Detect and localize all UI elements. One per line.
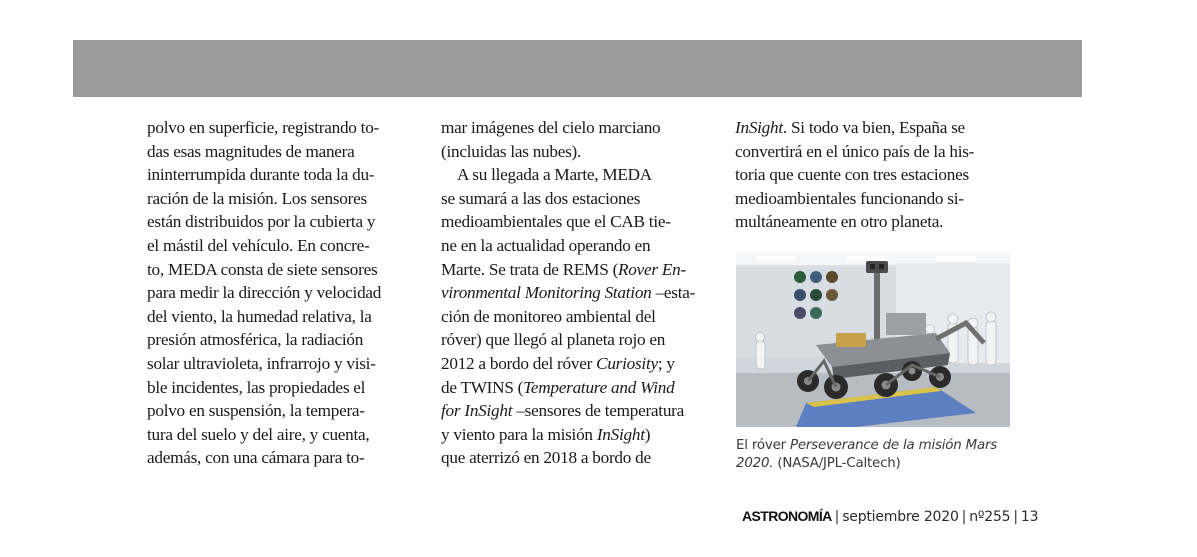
text-run: y viento para la misión [441,424,597,444]
text-line [147,446,419,470]
text-run: polvo en superficie, registrando to- [147,118,380,137]
footer-separator-2: | [961,509,967,525]
text-line [147,281,419,305]
text-line [147,328,419,352]
text-line [441,423,713,447]
text-line [147,210,419,234]
text-run: tura del suelo y del aire, y cuenta, [147,424,370,444]
italic-run: Rover En- [618,259,686,279]
text-line [147,352,419,376]
page-number: 13 [1020,509,1039,525]
text-run: están distribuidos por la cubierta y [147,212,376,232]
text-run: ; y [657,353,675,373]
italic-run: Temperature and Wind [523,377,675,397]
text-line [147,376,419,400]
italic-run: Curiosity [596,353,658,373]
text-run: solar ultravioleta, infrarrojo y visi- [147,353,376,373]
top-banner [73,40,1082,97]
text-run: multáneamente en otro planeta. [735,212,944,232]
text-line [441,352,713,376]
text-line [735,163,1007,187]
text-line [147,305,419,329]
magazine-brand: ASTRONOMÍA [742,508,832,524]
text-run: medioambientales que el CAB tie- [441,212,671,232]
footer-issue: nº255 [969,509,1011,525]
text-line [735,187,1007,211]
text-line [147,234,419,258]
text-column-3 [735,116,1007,234]
text-line [441,163,713,187]
text-run: medioambientales funcionando si- [735,188,964,208]
text-run: ción de monitoreo ambiental del [441,306,656,326]
rover-photo [736,253,1010,427]
text-line [441,187,713,211]
text-line [147,258,419,282]
caption-line-2 [736,455,1016,473]
text-line [441,328,713,352]
text-line [441,281,713,305]
photo-caption [736,437,1016,472]
text-line [735,210,1007,234]
text-column-2 [441,116,713,470]
text-run: 2012 a bordo del róver [441,353,597,373]
caption-prefix: El róver [736,438,790,453]
text-run: del viento, la humedad relativa, la [147,306,372,326]
text-run: A su llegada a Marte, MEDA [457,165,652,185]
text-run: presión atmosférica, la radiación [147,330,364,350]
text-column-1 [147,116,419,470]
text-line [441,116,713,140]
caption-line-1 [736,437,1016,455]
text-line [441,210,713,234]
text-line [147,423,419,447]
text-line [735,140,1007,164]
text-run: toria que cuente con tres estaciones [735,165,969,185]
caption-credit: (NASA/JPL-Caltech) [773,455,901,471]
italic-run: vironmental Monitoring Station [441,283,652,303]
text-line [441,399,713,423]
text-run: das esas magnitudes de manera [147,141,355,161]
text-run: –sensores de temperatura [512,401,685,421]
text-run: de TWINS ( [441,377,524,397]
text-run: que aterrizó en 2018 a bordo de [441,448,651,468]
text-run: mar imágenes del cielo marciano [441,118,661,137]
caption-italic-2: 2020. [736,455,774,471]
text-run: ininterrumpida durante toda la du- [147,165,375,185]
page-footer [742,508,1038,525]
text-run: ne en la actualidad operando en [441,235,651,255]
text-run: polvo en suspensión, la tempera- [147,401,365,421]
text-run: además, con una cámara para to- [147,448,365,468]
text-run: convertirá en el único país de la his- [735,141,975,161]
text-line [147,163,419,187]
text-run: ble incidentes, las propiedades el [147,377,366,397]
text-run: para medir la dirección y velocidad [147,283,382,303]
italic-run: InSight [735,118,783,137]
italic-run: InSight [596,424,645,444]
text-run: . Si todo va bien, España se [782,118,965,137]
text-line [147,140,419,164]
text-run: –esta- [651,283,696,303]
footer-date: septiembre 2020 [842,509,959,525]
text-run: Marte. Se trata de REMS ( [441,259,619,279]
text-line [441,140,713,164]
text-line [441,446,713,470]
text-run: róver) que llegó al planeta rojo en [441,330,666,350]
italic-run: for InSight [441,401,513,421]
caption-italic-1: Perseverance de la misión Mars [789,438,998,453]
rover-photo-icon [736,253,1010,427]
footer-separator-3: | [1013,509,1018,525]
text-line [441,305,713,329]
text-line [735,116,1007,140]
text-line [147,116,419,140]
footer-separator-1: | [834,509,840,525]
text-line [441,234,713,258]
text-run: ) [644,424,651,444]
text-line [441,258,713,282]
text-run: se sumará a las dos estaciones [441,188,641,208]
text-run: ración de la misión. Los sensores [147,188,367,208]
text-line [441,376,713,400]
text-run: (incluidas las nubes). [441,141,582,161]
text-line [147,399,419,423]
text-run: to, MEDA consta de siete sensores [147,259,378,279]
text-run: el mástil del vehículo. En concre- [147,235,370,255]
text-line [147,187,419,211]
